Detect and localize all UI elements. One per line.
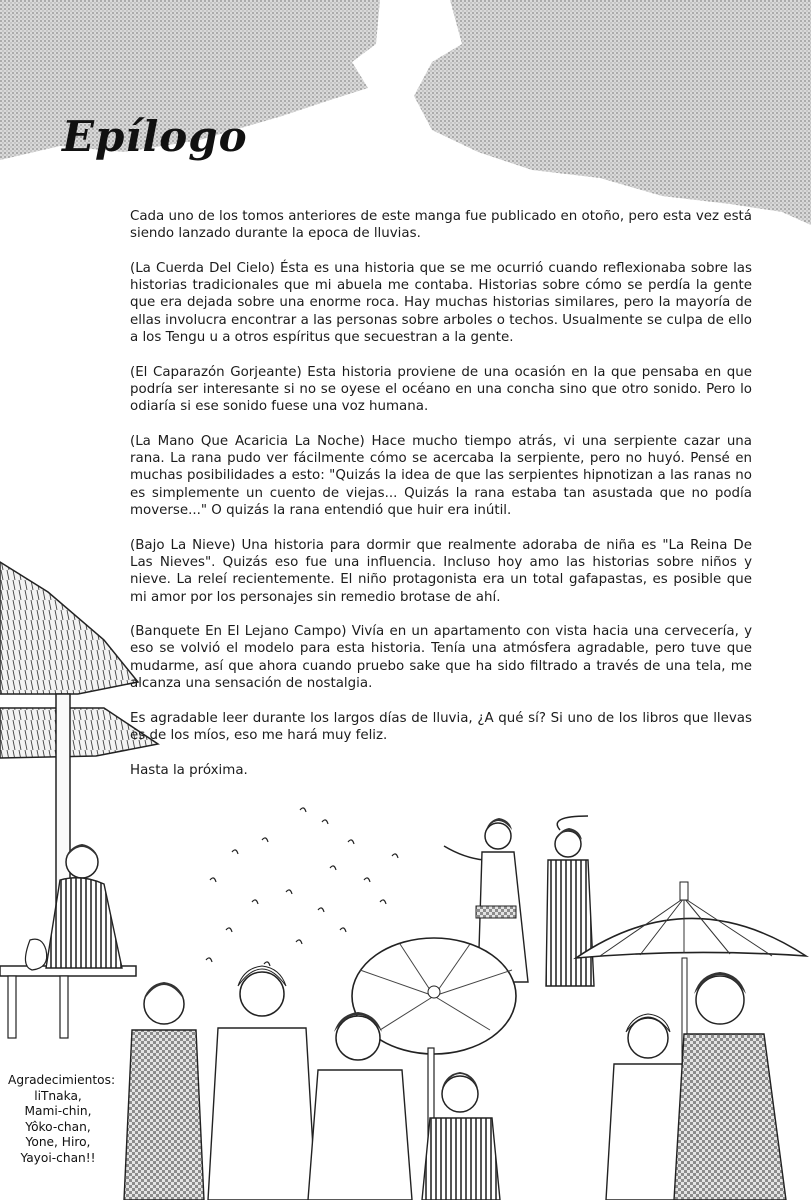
acknowledgement-line: Yôko-chan, xyxy=(25,1119,91,1134)
falling-petals xyxy=(206,808,398,966)
acknowledgement-line: liTnaka, xyxy=(34,1088,82,1103)
child-left xyxy=(124,982,204,1200)
acknowledgement-line: Agradecimientos: xyxy=(8,1073,116,1087)
child-with-towel xyxy=(208,966,316,1200)
acknowledgement-line: Yone, Hiro, xyxy=(25,1135,91,1149)
paragraph: (Bajo La Nieve) Una historia para dormir que realmente adoraba de niña es "La Reina De Las Nieves". Quizás eso fue una influencia. Incluso hoy amo las historias sobre niños y nieve. La releí recientemente. El niño protagonista era un total gafapastas, es posible que mi amor por los personajes sin remedio brotase de ahí. xyxy=(130,537,752,605)
adult-right xyxy=(674,972,786,1200)
page-title: Epílogo xyxy=(62,112,248,161)
epilogue-text xyxy=(130,208,752,796)
paragraph: (La Cuerda Del Cielo) Ésta es una historia que se me ocurrió cuando reflexionaba sobre las historias tradicionales que mi abuela me contaba. Historias sobre cómo se perdía la gente que era dejada sobre una enorme roca. Hay muchas historias similares, pero la mayoría de ellas involucra encontrar a las personas sobre arboles o techos. Usualmente se culpa de ello a los Tengu u a otros espíritus que secuestran a la gente. xyxy=(130,260,752,346)
paragraph: Cada uno de los tomos anteriores de este manga fue publicado en otoño, pero esta vez está siendo lanzado durante la epoca de lluvias. xyxy=(130,209,752,242)
paragraph: Es agradable leer durante los largos días de lluvia, ¿A qué sí? Si uno de los libros que llevas es de los míos, eso me hará muy feliz. xyxy=(130,710,752,743)
acknowledgements xyxy=(8,1073,116,1166)
cloud-right xyxy=(414,0,811,225)
paragraph: (Banquete En El Lejano Campo) Vivía en un apartamento con vista hacia una cervecería, y eso se volvió el modelo para esta historia. Tenía una atmósfera agradable, pero tuve que mudarme, así que ahora cuando pruebo sake que ha sido filtrado a través de una tela, me alcanza una sensación de nostalgia. xyxy=(130,624,752,692)
signoff: Hasta la próxima. xyxy=(130,762,248,778)
acknowledgement-line: Yayoi-chan!! xyxy=(20,1150,96,1165)
paragraph: (El Caparazón Gorjeante) Esta historia proviene de una ocasión en la que pensaba en que podría ser interesante si no se oyese el océano en una concha sino que otro sonido. Pero lo odiaría si ese sonido fuese una voz humana. xyxy=(130,364,752,415)
paragraph: (La Mano Que Acaricia La Noche) Hace mucho tiempo atrás, vi una serpiente cazar una rana. La rana pudo ver fácilmente cómo se acercaba la serpiente, pero no huyó. Pensé en muchas posibilidades a esto: "Quizás la idea de que las serpientes hipnotizan a las ranas no es simplemente un cuento de viejas... Quizás la rana estaba tan asustada que no podía moverse..." O quizás la rana entendió que huir era inútil. xyxy=(130,433,752,519)
dancing-figure-2 xyxy=(546,816,594,986)
acknowledgement-line: Mami-chin, xyxy=(24,1104,92,1118)
